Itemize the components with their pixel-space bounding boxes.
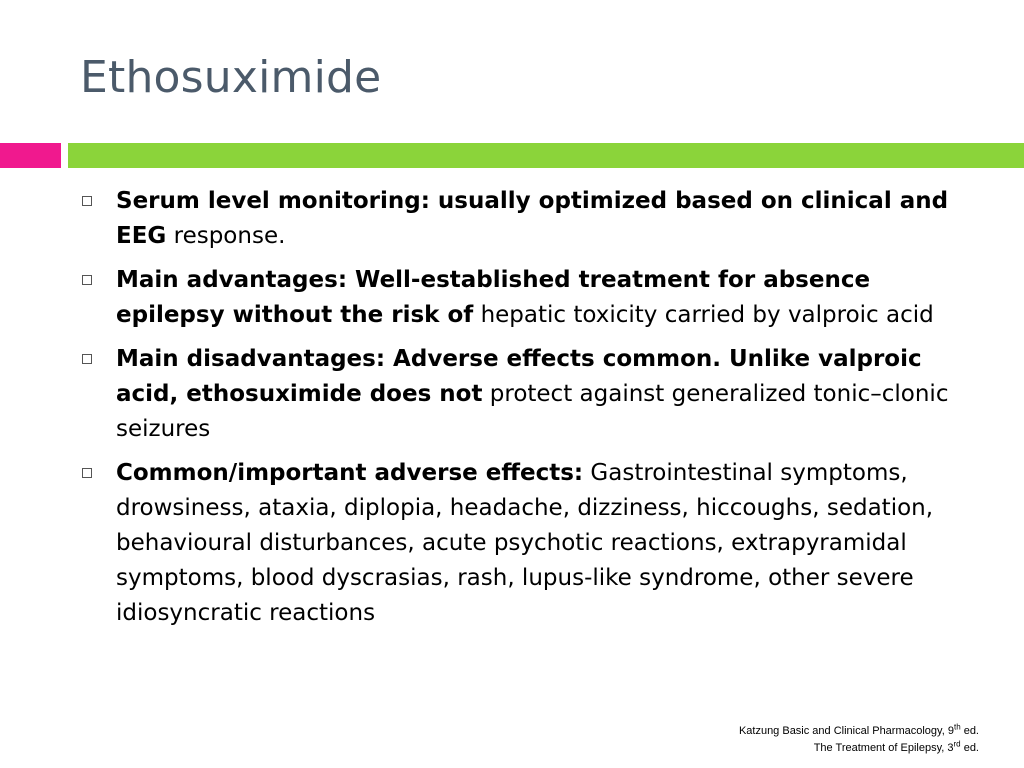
hollow-square-bullet-icon — [82, 196, 92, 206]
reference-text: ed. — [960, 742, 979, 754]
hollow-square-bullet-icon — [82, 354, 92, 364]
reference-text: The Treatment of Epilepsy, 3 — [813, 742, 954, 754]
bullet-bold-text: Common/important adverse effects: — [116, 460, 584, 486]
bullet-item — [80, 184, 980, 254]
bullet-text: protect against generalized tonic–clonic seizures — [116, 381, 949, 442]
accent-bar-pink — [0, 143, 61, 168]
references-footer — [739, 723, 979, 757]
hollow-square-bullet-icon — [82, 468, 92, 478]
bullet-text: hepatic toxicity carried by valproic acid — [473, 302, 934, 328]
bullet-item — [80, 342, 980, 447]
bullet-item — [80, 263, 980, 333]
bullet-bold-text: Serum level monitoring: usually optimized based on clinical and EEG — [116, 188, 949, 249]
bullet-bold-text: Main disadvantages: Adverse effects common. Unlike valproic acid, ethosuximide does not — [116, 346, 922, 407]
bullet-list — [80, 184, 980, 640]
bullet-text: response. — [166, 223, 286, 249]
bullet-item — [80, 456, 980, 631]
reference-text: Katzung Basic and Clinical Pharmacology, 9 — [738, 725, 954, 737]
bullet-text: Gastrointestinal symptoms, drowsiness, ataxia, diplopia, headache, dizziness, hiccoughs, sedation, behavioural disturbances, acute psychotic reactions, extrapyramidal symptoms, blood dyscrasias, rash, lupus-like syndrome, other severe idiosyncratic reactions — [116, 460, 934, 626]
hollow-square-bullet-icon — [82, 275, 92, 285]
reference-superscript: th — [953, 722, 961, 732]
reference-line — [739, 740, 979, 757]
reference-text: ed. — [960, 725, 979, 737]
accent-bar-green — [68, 143, 1024, 168]
slide-title: Ethosuximide — [80, 52, 382, 103]
reference-line — [739, 723, 979, 740]
bullet-bold-text: Main advantages: Well-established treatment for absence epilepsy without the risk of — [116, 267, 871, 328]
reference-superscript: rd — [953, 739, 961, 749]
